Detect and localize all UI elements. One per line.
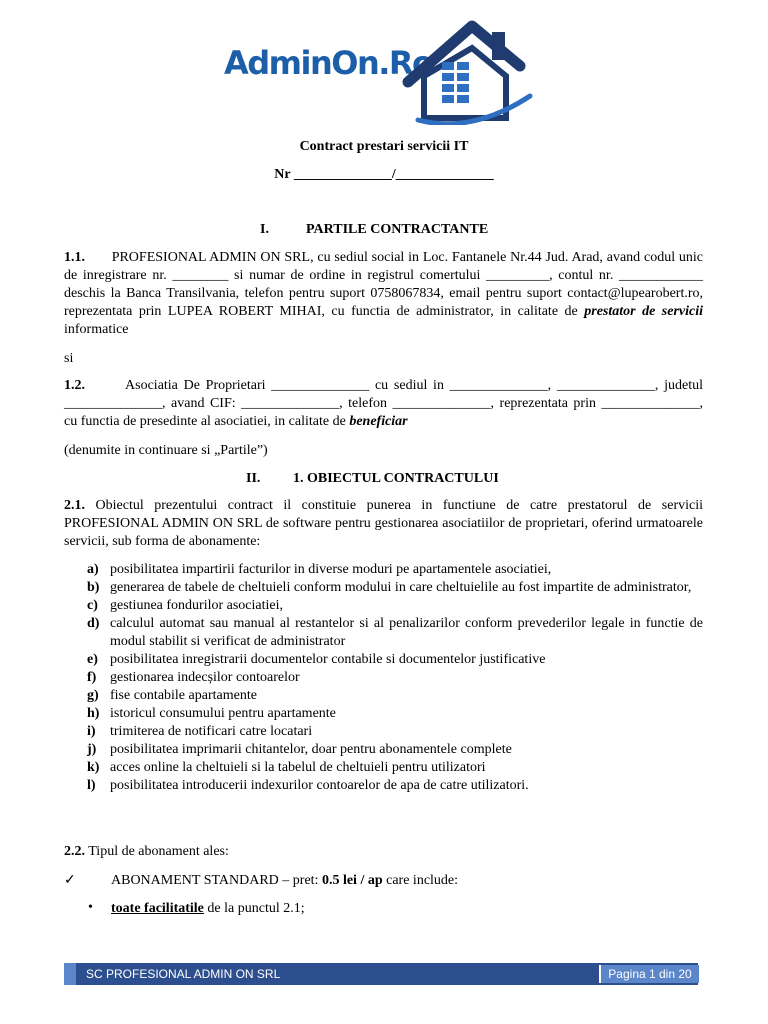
list-item	[64, 705, 703, 723]
section-1-title: PARTILE CONTRACTANTE	[306, 222, 489, 237]
list-item	[64, 651, 703, 669]
list-item-text: gestionarea indecșilor contoarelor	[110, 670, 300, 685]
list-item-text: posibilitatea impartirii facturilor in diverse moduri pe apartamentele asociatiei,	[110, 562, 552, 577]
list-item	[64, 723, 703, 741]
list-item	[64, 615, 703, 651]
list-item-text: fise contabile apartamente	[110, 688, 257, 703]
list-item-text: gestiunea fondurilor asociatiei,	[110, 598, 283, 613]
clause-2-2	[64, 843, 229, 861]
subscription-price: 0.5 lei / ap	[321, 873, 383, 888]
clause-2-1-number: 2.1.	[64, 498, 85, 513]
footer-page-number: Pagina 1 din 20	[599, 965, 699, 983]
clause-1-1-role: prestator de servicii	[584, 304, 703, 319]
clause-2-2-text: Tipul de abonament ales:	[85, 844, 229, 859]
list-item-letter: g)	[87, 688, 99, 703]
contract-title: Contract prestari servicii IT	[299, 139, 469, 154]
subscription-option	[111, 872, 458, 890]
parties-note: (denumite in continuare si „Partile”)	[64, 443, 268, 458]
list-item	[64, 741, 703, 759]
company-logo	[222, 20, 537, 125]
list-item-text: generarea de tabele de cheltuieli conform modului in care cheltuielile au fost impartite de administrator,	[110, 580, 692, 595]
checkmark-icon: ✓	[64, 873, 76, 888]
list-item-letter: l)	[87, 778, 96, 793]
list-item-text: istoricul consumului pentru apartamente	[110, 706, 336, 721]
clause-1-2-number: 1.2.	[64, 378, 85, 393]
clause-1-1-text: PROFESIONAL ADMIN ON SRL, cu sediul social in Loc. Fantanele Nr.44 Jud. Arad, avand codul unic de inregistrare nr. ________ si numar de ordine in registrul comertului _________, contul nr. ____________ deschis la Banca Transilvania, telefon pentru suport 0758067834, email pentru suport contact@lupearobert.ro, reprezentata prin LUPEA ROBERT MIHAI, cu functia de administrator, in calitate de	[64, 250, 703, 319]
conjunction-si: si	[64, 351, 74, 366]
clause-1-2	[64, 377, 703, 431]
list-item	[64, 669, 703, 687]
clause-2-2-number: 2.2.	[64, 844, 85, 859]
list-item-text: trimiterea de notificari catre locatari	[110, 724, 313, 739]
clause-1-1	[64, 249, 703, 339]
clause-1-1-number: 1.1.	[64, 250, 85, 265]
list-item-letter: k)	[87, 760, 100, 775]
logo-text: AdminOn.Ro	[224, 44, 433, 82]
list-item-text: posibilitatea imprimarii chitantelor, doar pentru abonamentele complete	[110, 742, 512, 757]
clause-1-2-text: Asociatia De Proprietari ______________ cu sediul in ______________, ______________, judetul ______________, avand CIF: ______________, telefon ______________, reprezentata prin ______________, cu functia de presedinte al asociatiei, in calitate de	[64, 378, 703, 429]
list-item-text: acces online la cheltuieli si la tabelul de cheltuieli pentru utilizatori	[110, 760, 486, 775]
list-item-letter: e)	[87, 652, 98, 667]
clause-2-1-text: Obiectul prezentului contract il constituie punerea in functiune de catre prestatorul de servicii PROFESIONAL ADMIN ON SRL de software pentru gestionarea asociatiilor de proprietari, oferind urmatoarele servicii, sub forma de abonamente:	[64, 498, 703, 549]
list-item-letter: i)	[87, 724, 96, 739]
facility-bold: toate facilitatile	[111, 901, 204, 916]
footer-company: SC PROFESIONAL ADMIN ON SRL	[86, 967, 281, 981]
facility-rest: de la punctul 2.1;	[203, 901, 305, 916]
subscription-label: ABONAMENT STANDARD – pret:	[111, 873, 322, 888]
list-item-text: posibilitatea inregistrarii documentelor contabile si documentelor justificative	[110, 652, 546, 667]
list-item	[64, 579, 703, 597]
list-item	[64, 777, 703, 795]
subscription-suffix: care include:	[382, 873, 459, 888]
list-item	[64, 597, 703, 615]
list-item-text: calculul automat sau manual al restantelor si al penalizarilor conform prevederilor legale in functie de modul stabilit si verificat de administrator	[110, 616, 703, 649]
list-item-letter: a)	[87, 562, 99, 577]
clause-1-2-role: beneficiar	[349, 414, 408, 429]
bullet-icon: •	[88, 900, 93, 915]
clause-2-1	[64, 497, 703, 551]
section-2-number: II.	[246, 471, 261, 486]
house-icon	[402, 20, 537, 125]
list-item-letter: f)	[87, 670, 97, 685]
section-2-title: 1. OBIECTUL CONTRACTULUI	[293, 471, 499, 486]
list-item-letter: h)	[87, 706, 100, 721]
list-item-text: posibilitatea introducerii indexurilor contoarelor de apa de catre utilizatori.	[110, 778, 529, 793]
services-list	[64, 561, 703, 795]
contract-number-line: Nr ______________/______________	[274, 167, 494, 182]
clause-1-1-text-end: informatice	[64, 322, 129, 337]
list-item-letter: j)	[87, 742, 97, 757]
list-item	[64, 687, 703, 705]
list-item-letter: d)	[87, 616, 100, 631]
list-item-letter: c)	[87, 598, 98, 613]
list-item-letter: b)	[87, 580, 100, 595]
list-item	[64, 561, 703, 579]
list-item	[64, 759, 703, 777]
facility-item	[111, 900, 305, 918]
section-1-number: I.	[260, 222, 269, 237]
